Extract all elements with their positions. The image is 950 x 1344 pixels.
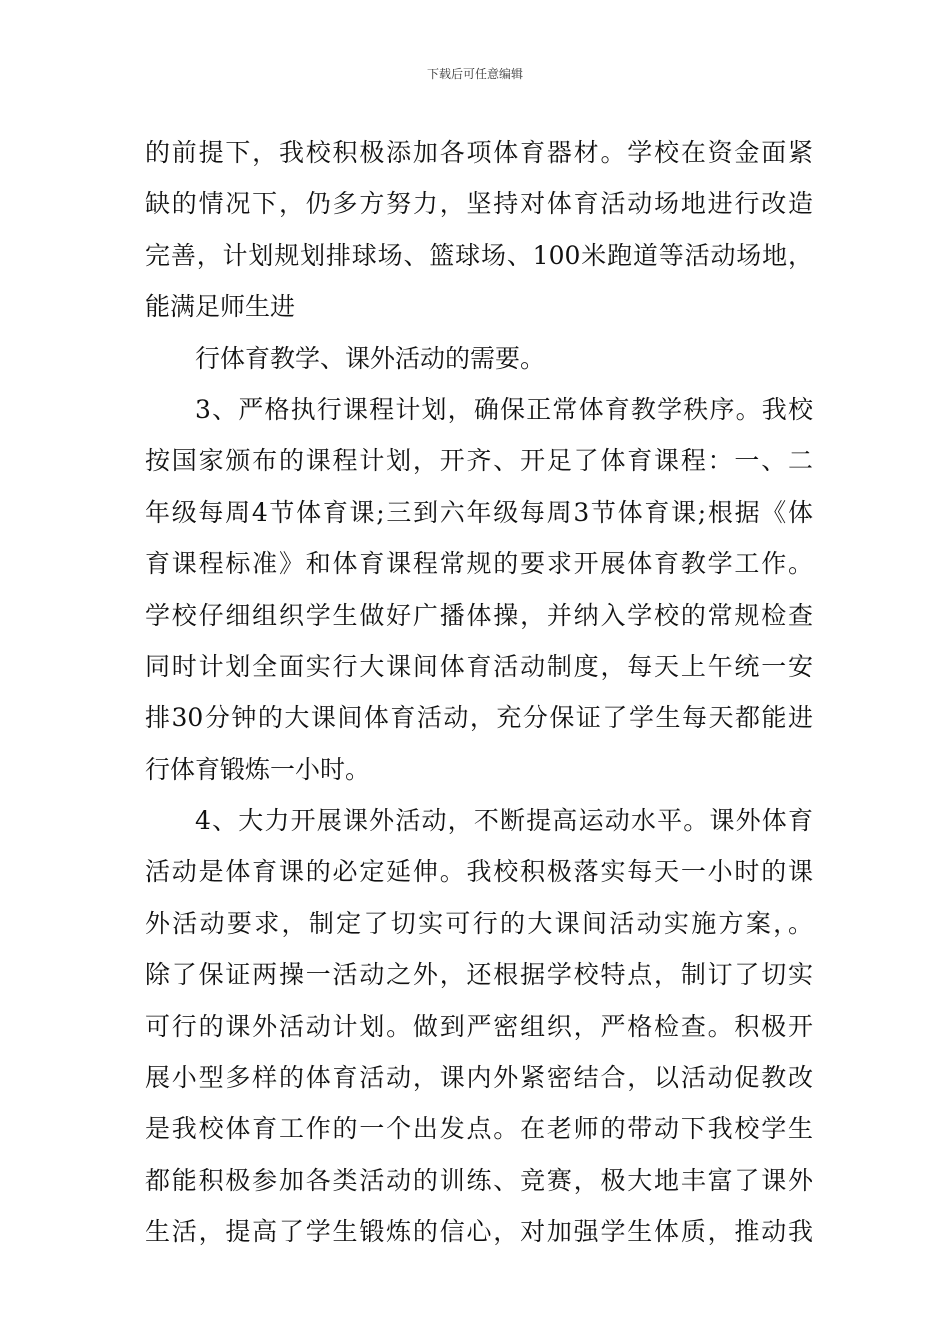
text-line: 按国家颁布的课程计划，开齐、开足了体育课程：一、二 <box>145 446 813 476</box>
text-line: 缺的情况下，仍多方努力，坚持对体育活动场地进行改造 <box>145 189 813 219</box>
text-line: 除了保证两操一活动之外，还根据学校特点，制订了切实 <box>145 960 813 990</box>
page-header: 下载后可任意编辑 <box>426 67 523 81</box>
text-line: 可行的课外活动计划。做到严密组织，严格检查。积极开 <box>145 1011 813 1041</box>
text-line: 外活动要求，制定了切实可行的大课间活动实施方案，。 <box>145 908 813 938</box>
text-line: 生活，提高了学生锻炼的信心，对加强学生体质，推动我 <box>145 1217 813 1247</box>
text-line: 活动是体育课的必定延伸。我校积极落实每天一小时的课 <box>145 857 813 887</box>
text-line: 育课程标准》和体育课程常规的要求开展体育教学工作。 <box>145 549 813 579</box>
text-line: 的前提下，我校积极添加各项体育器材。学校在资金面紧 <box>145 138 813 167</box>
text-line: 能满足师生进 <box>145 292 296 322</box>
text-line: 都能积极参加各类活动的训练、竞赛，极大地丰富了课外 <box>145 1165 813 1195</box>
text-line: 年级每周4节体育课;三到六年级每周3节体育课;根据《体 <box>145 497 813 527</box>
text-line: 完善，计划规划排球场、篮球场、100米跑道等活动场地， <box>145 240 813 270</box>
text-line: 同时计划全面实行大课间体育活动制度，每天上午统一安 <box>145 651 813 681</box>
text-line: 行体育锻炼一小时。 <box>145 754 371 784</box>
text-line: 学校仔细组织学生做好广播体操，并纳入学校的常规检查 <box>145 600 813 630</box>
document-body <box>145 127 813 1258</box>
text-line: 3、严格执行课程计划，确保正常体育教学秩序。我校 <box>195 394 813 424</box>
text-line: 排30分钟的大课间体育活动，充分保证了学生每天都能进 <box>145 703 813 733</box>
text-line: 4、大力开展课外活动，不断提高运动水平。课外体育 <box>195 806 813 836</box>
text-line: 是我校体育工作的一个出发点。在老师的带动下我校学生 <box>145 1114 813 1144</box>
text-line: 行体育教学、课外活动的需要。 <box>195 343 546 373</box>
text-line: 展小型多样的体育活动，课内外紧密结合，以活动促教改 <box>145 1063 813 1093</box>
